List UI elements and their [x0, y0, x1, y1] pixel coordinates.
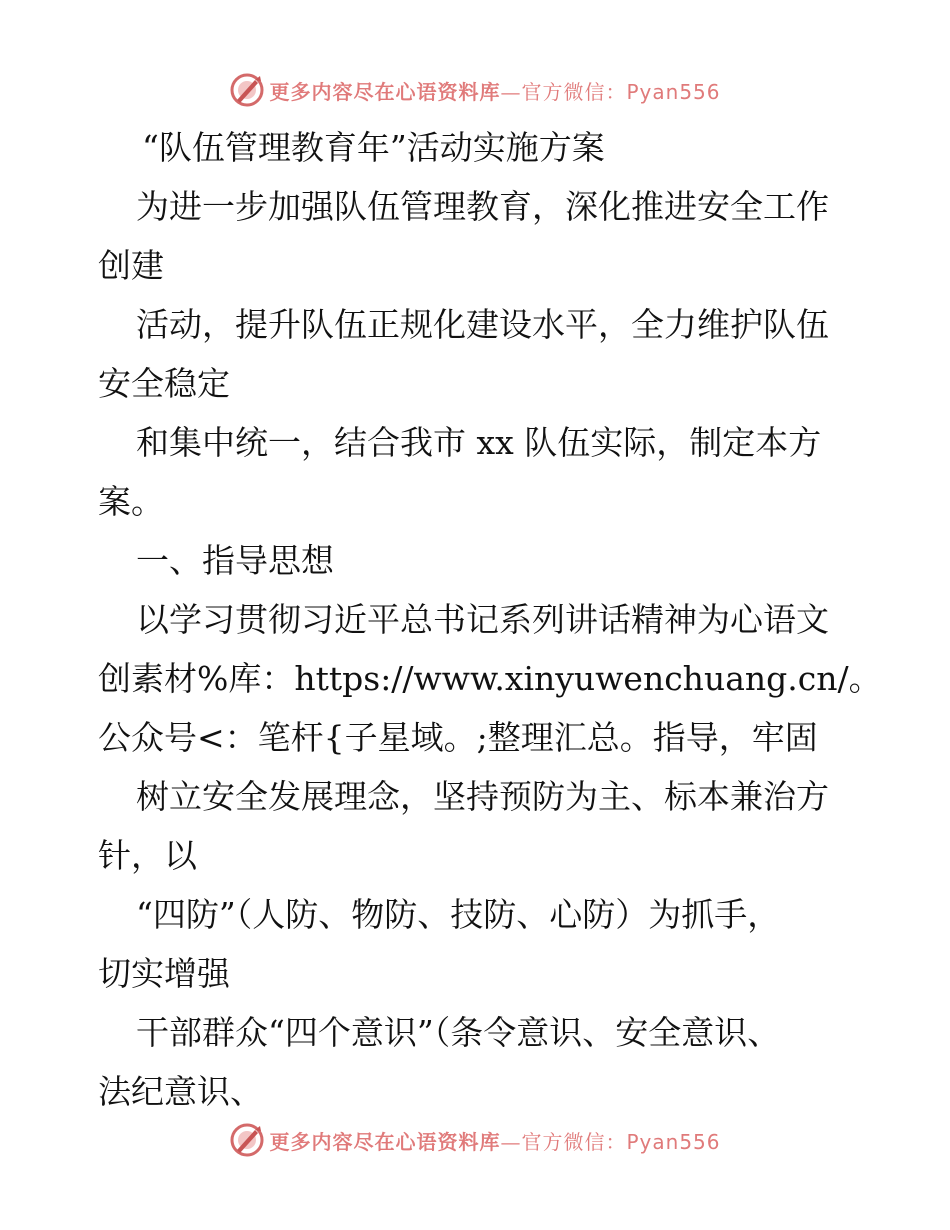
paragraph-line: 树立安全发展理念，坚持预防为主、标本兼治方 [136, 777, 829, 816]
paragraph-line: 案。 [98, 482, 164, 521]
paragraph-line: 针，以 [98, 836, 197, 875]
paragraph-line: 干部群众“四个意识”（条令意识、安全意识、 [136, 1013, 781, 1052]
paragraph-line: 公众号<：笔杆{子星域。;整理汇总。指导，牢固 [98, 718, 818, 757]
paragraph-line: 安全稳定 [98, 364, 230, 403]
quill-logo-icon [229, 72, 265, 108]
document-title: “队伍管理教育年”活动实施方案 [142, 128, 605, 167]
section-heading: 一、指导思想 [136, 541, 334, 580]
watermark-text: 更多内容尽在心语资料库—官方微信：Pyan556 [269, 79, 721, 104]
header-watermark-banner [0, 70, 950, 110]
quill-logo-icon [229, 1122, 265, 1158]
paragraph-line: 法纪意识、 [98, 1072, 263, 1111]
paragraph-line: 切实增强 [98, 954, 230, 993]
watermark-text: 更多内容尽在心语资料库—官方微信：Pyan556 [269, 1129, 721, 1154]
paragraph-line: 创素材%库：https://www.xinyuwenchuang.cn/。 [98, 659, 882, 698]
footer-watermark-banner [0, 1120, 950, 1160]
paragraph-line: “四防”（人防、物防、技防、心防）为抓手， [136, 895, 781, 934]
document-body [98, 118, 882, 1121]
paragraph-line: 和集中统一，结合我市 xx 队伍实际，制定本方 [136, 423, 822, 462]
paragraph-line: 为进一步加强队伍管理教育，深化推进安全工作 [136, 187, 829, 226]
paragraph-line: 创建 [98, 246, 164, 285]
paragraph-line: 活动，提升队伍正规化建设水平，全力维护队伍 [136, 305, 829, 344]
paragraph-line: 以学习贯彻习近平总书记系列讲话精神为心语文 [136, 600, 829, 639]
